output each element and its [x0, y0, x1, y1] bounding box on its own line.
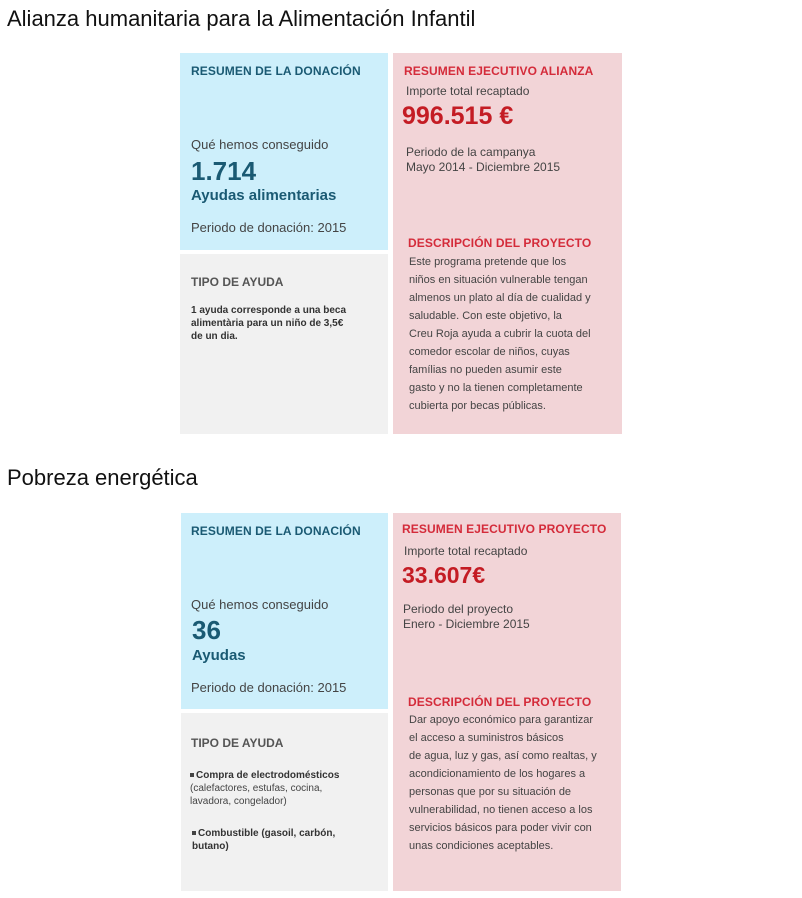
- project-description: [409, 711, 597, 855]
- section-title: Alianza humanitaria para la Alimentación Infantil: [7, 6, 476, 31]
- aid-item-detail: lavadora, congelador): [190, 796, 287, 807]
- aid-item-title: Compra de electrodomésticos: [196, 770, 340, 781]
- amount-value: 996.515 €: [402, 102, 514, 130]
- campaign-period-label: Periodo de la campanya: [406, 145, 536, 159]
- aid-type-line: 1 ayuda corresponde a una beca: [191, 305, 347, 316]
- description-line: gasto y no la tienen completamente: [409, 382, 583, 394]
- description-line: comedor escolar de niños, cuyas: [409, 346, 570, 358]
- aid-type-panel: [180, 254, 388, 434]
- description-line: personas que por su situación de: [409, 786, 572, 798]
- aid-item-fuel: [192, 827, 335, 853]
- donation-period: Periodo de donación: 2015: [191, 220, 347, 235]
- executive-summary-header: RESUMEN EJECUTIVO PROYECTO: [402, 522, 607, 536]
- description-line: almenos un plato al día de cualidad y: [409, 292, 591, 304]
- aid-type-line: alimentària para un niño de 3,5€: [191, 318, 344, 329]
- executive-summary-panel: [393, 53, 622, 434]
- aid-item-title: Combustible (gasoil, carbón,: [198, 828, 336, 839]
- amount-label: Importe total recaptado: [406, 84, 530, 98]
- description-line: Dar apoyo económico para garantizar: [409, 714, 594, 726]
- aid-count: 1.714: [191, 156, 257, 186]
- project-period: Enero - Diciembre 2015: [403, 617, 530, 631]
- description-line: unas condiciones aceptables.: [409, 840, 554, 852]
- description-line: vulnerabilidad, no tienen acceso a los: [409, 804, 593, 816]
- bullet-icon: [192, 831, 196, 835]
- description-line: Creu Roja ayuda a cubrir la cuota del: [409, 328, 591, 340]
- aid-type-description: [191, 304, 346, 343]
- aid-item-detail: (calefactores, estufas, cocina,: [190, 783, 323, 794]
- aid-item-appliances: [190, 769, 339, 808]
- executive-summary-panel: [393, 513, 621, 891]
- campaign-period: Mayo 2014 - Diciembre 2015: [406, 160, 561, 174]
- aid-item-title: butano): [192, 841, 229, 852]
- amount-label: Importe total recaptado: [404, 544, 528, 558]
- aid-type-line: de un dia.: [191, 331, 238, 342]
- aid-count: 36: [192, 615, 221, 645]
- description-line: de agua, luz y gas, así como realtas, y: [409, 750, 597, 762]
- project-period-label: Periodo del proyecto: [403, 602, 514, 616]
- description-line: niños en situación vulnerable tengan: [409, 274, 588, 286]
- project-description-header: DESCRIPCIÓN DEL PROYECTO: [408, 695, 592, 709]
- description-line: cubierta por becas públicas.: [409, 400, 546, 412]
- bullet-icon: [190, 773, 194, 777]
- section-title: Pobreza energética: [7, 465, 198, 490]
- executive-summary-header: RESUMEN EJECUTIVO ALIANZA: [404, 64, 594, 78]
- description-line: saludable. Con este objetivo, la: [409, 310, 562, 322]
- donation-period: Periodo de donación: 2015: [191, 680, 347, 695]
- donation-summary-panel: [181, 513, 388, 709]
- aid-type-header: TIPO DE AYUDA: [191, 736, 284, 750]
- aid-unit: Ayudas: [192, 647, 246, 664]
- aid-type-panel: [181, 713, 388, 891]
- description-line: Este programa pretende que los: [409, 256, 567, 268]
- aid-type-header: TIPO DE AYUDA: [191, 275, 284, 289]
- amount-value: 33.607€: [402, 562, 486, 588]
- donation-summary-header: RESUMEN DE LA DONACIÓN: [191, 64, 361, 78]
- donation-summary-panel: [180, 53, 388, 250]
- achieved-label: Qué hemos conseguido: [191, 597, 329, 612]
- donation-summary-header: RESUMEN DE LA DONACIÓN: [191, 524, 361, 538]
- achieved-label: Qué hemos conseguido: [191, 137, 329, 152]
- description-line: acondicionamiento de los hogares a: [409, 768, 586, 780]
- aid-unit: Ayudas alimentarias: [191, 187, 337, 204]
- project-description-header: DESCRIPCIÓN DEL PROYECTO: [408, 236, 592, 250]
- description-line: servicios básicos para poder vivir con: [409, 822, 592, 834]
- description-line: el acceso a suministros básicos: [409, 732, 564, 744]
- description-line: famílias no pueden asumir este: [409, 364, 562, 376]
- project-description: [409, 253, 591, 415]
